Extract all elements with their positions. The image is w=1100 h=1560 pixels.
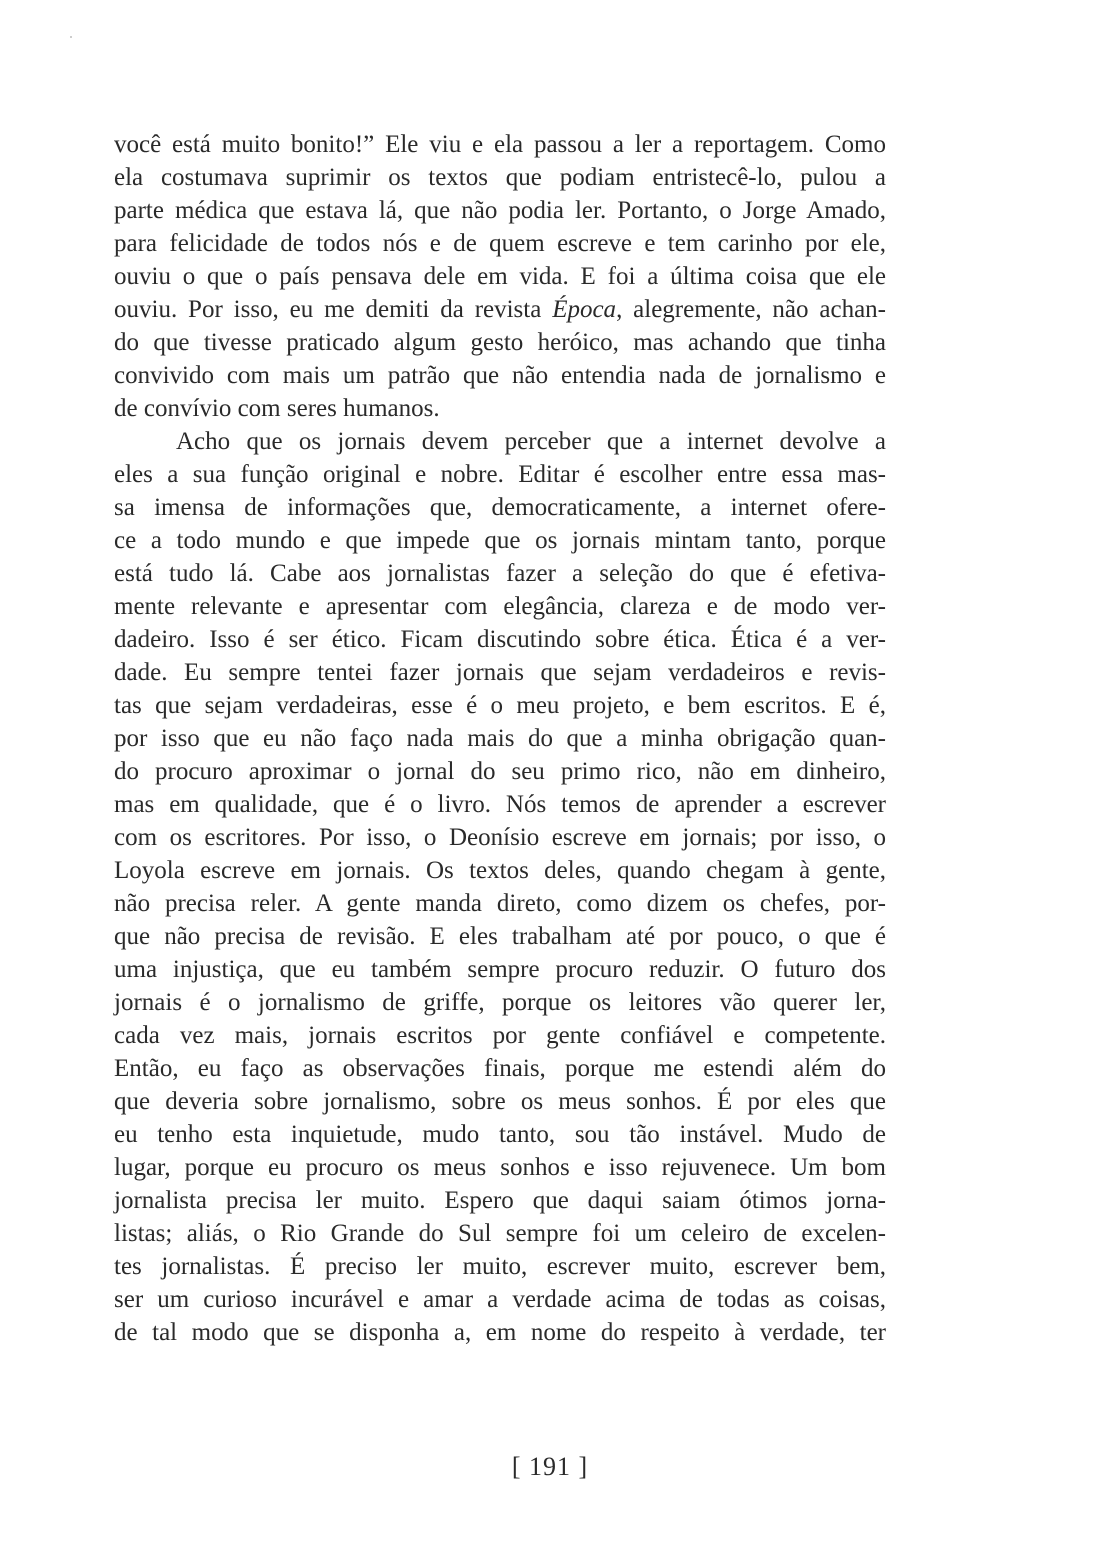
text-line: mas em qualidade, que é o livro. Nós temos de aprender a escrever (114, 791, 886, 818)
text-line: para felicidade de todos nós e de quem escreve e tem carinho por ele, (114, 230, 886, 257)
paragraph-2 (114, 425, 886, 1349)
text-line: jornais é o jornalismo de griffe, porque os leitores vão querer ler, (114, 989, 886, 1016)
text-line (114, 293, 886, 326)
text-line: com os escritores. Por isso, o Deonísio escreve em jornais; por isso, o (114, 824, 886, 851)
page-number: [ 191 ] (511, 1452, 589, 1481)
text-line: do que tivesse praticado algum gesto heróico, mas achando que tinha (114, 329, 886, 356)
text-segment: , alegremente, não achan- (616, 296, 886, 323)
text-line: do procuro aproximar o jornal do seu primo rico, não em dinheiro, (114, 758, 886, 785)
text-line: dadeiro. Isso é ser ético. Ficam discutindo sobre ética. Ética é a ver- (114, 626, 886, 653)
text-line: não precisa reler. A gente manda direto, como dizem os chefes, por- (114, 890, 886, 917)
text-line: tes jornalistas. É preciso ler muito, escrever muito, escrever bem, (114, 1253, 886, 1280)
text-line: ser um curioso incurável e amar a verdade acima de todas as coisas, (114, 1286, 886, 1313)
scan-speck (70, 36, 72, 38)
text-line: de tal modo que se disponha a, em nome do respeito à verdade, ter (114, 1319, 886, 1346)
text-line: de convívio com seres humanos. (114, 395, 440, 422)
text-line: sa imensa de informações que, democraticamente, a internet ofere- (114, 494, 886, 521)
text-segment: ouviu. Por isso, eu me demiti da revista (114, 296, 553, 323)
text-line: eu tenho esta inquietude, mudo tanto, sou tão instável. Mudo de (114, 1121, 886, 1148)
paragraph-1 (114, 128, 886, 425)
text-line: ouviu o que o país pensava dele em vida. E foi a última coisa que ele (114, 263, 886, 290)
text-line: dade. Eu sempre tentei fazer jornais que sejam verdadeiros e revis- (114, 659, 886, 686)
text-line: ce a todo mundo e que impede que os jornais mintam tanto, porque (114, 527, 886, 554)
text-line: que deveria sobre jornalismo, sobre os meus sonhos. É por eles que (114, 1088, 886, 1115)
text-line: jornalista precisa ler muito. Espero que daqui saiam ótimos jorna- (114, 1187, 886, 1214)
text-line: parte médica que estava lá, que não podia ler. Portanto, o Jorge Amado, (114, 197, 886, 224)
text-line: lugar, porque eu procuro os meus sonhos e isso rejuvenece. Um bom (114, 1154, 886, 1181)
text-line: tas que sejam verdadeiras, esse é o meu projeto, e bem escritos. E é, (114, 692, 886, 719)
text-line: convivido com mais um patrão que não entendia nada de jornalismo e (114, 362, 886, 389)
magazine-title: Época (552, 296, 617, 323)
text-line: mente relevante e apresentar com elegância, clareza e de modo ver- (114, 593, 886, 620)
body-text (114, 128, 886, 1349)
text-line: ela costumava suprimir os textos que podiam entristecê-lo, pulou a (114, 164, 886, 191)
text-line: que não precisa de revisão. E eles trabalham até por pouco, o que é (114, 923, 886, 950)
text-line: Acho que os jornais devem perceber que a internet devolve a (176, 428, 886, 455)
text-line: você está muito bonito!” Ele viu e ela passou a ler a reportagem. Como (114, 131, 886, 158)
text-line: eles a sua função original e nobre. Editar é escolher entre essa mas- (114, 461, 886, 488)
text-line: uma injustiça, que eu também sempre procuro reduzir. O futuro dos (114, 956, 886, 983)
text-line: listas; aliás, o Rio Grande do Sul sempre foi um celeiro de excelen- (114, 1220, 886, 1247)
text-line: Loyola escreve em jornais. Os textos deles, quando chegam à gente, (114, 857, 886, 884)
text-line: está tudo lá. Cabe aos jornalistas fazer a seleção do que é efetiva- (114, 560, 886, 587)
text-line: por isso que eu não faço nada mais do que a minha obrigação quan- (114, 725, 886, 752)
text-line: cada vez mais, jornais escritos por gente confiável e competente. (114, 1022, 886, 1049)
text-line: Então, eu faço as observações finais, porque me estendi além do (114, 1055, 886, 1082)
